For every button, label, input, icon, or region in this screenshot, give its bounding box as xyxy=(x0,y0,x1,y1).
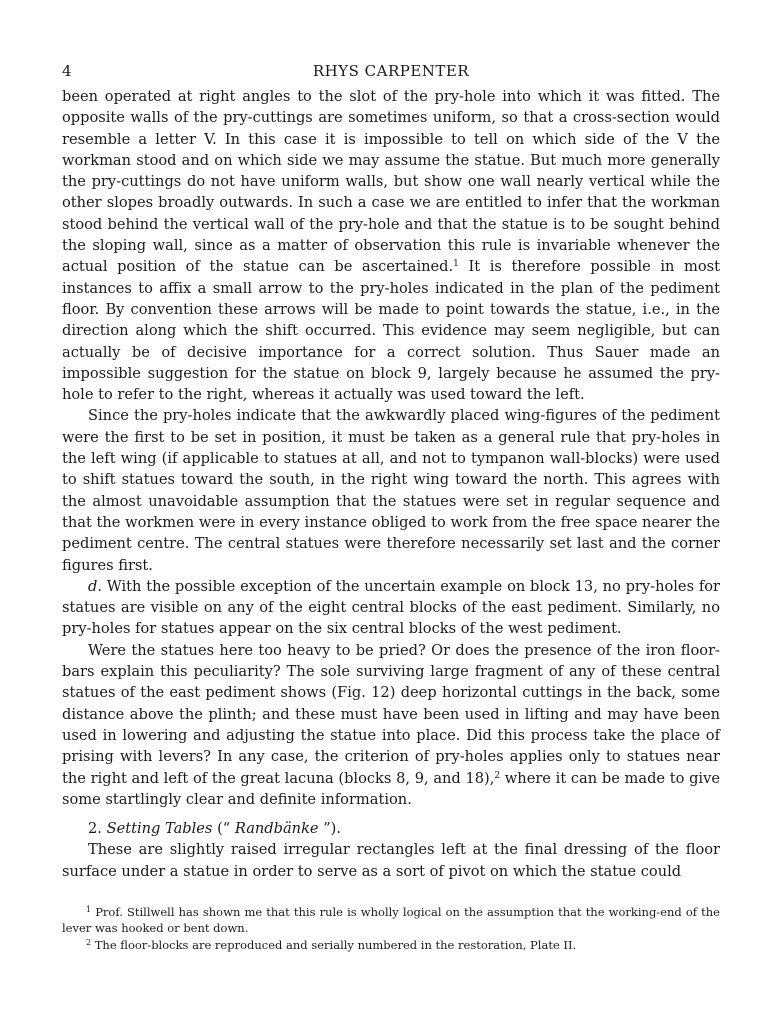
footnote-ref-2: 2 xyxy=(494,770,501,781)
body-text xyxy=(62,86,720,882)
paragraph-3 xyxy=(62,576,720,640)
paragraph-1-text: been operated at right angles to the slot of the pry-hole into which it was fitted. The opposite walls of the pry-cuttings are sometimes uniform, so that a cross-section would resemble a letter V. In this case it is impossible to tell on which side of the V the workman stood and on which side we may assume the statue. But much more generally the pry-cuttings do not have uniform walls, but show one wall nearly vertical while the other slopes broadly outwards. In such a case we are entitled to infer that the workman stood behind the vertical wall of the pry-hole and that the statue is to be sought behind the sloping wall, since as a matter of observation this rule is invariable whenever the actual position of the statue can be ascertained. xyxy=(62,88,720,276)
paragraph-3-lead: d. xyxy=(88,577,102,595)
footnote-2 xyxy=(62,937,720,954)
paragraph-4-continued: where it can be made to give some startlingly clear and definite information. xyxy=(62,769,720,808)
footnote-2-text: The floor-blocks are reproduced and serially numbered in the restoration, Plate II. xyxy=(91,937,577,952)
page xyxy=(62,58,720,953)
section-title: Setting Tables xyxy=(106,820,213,838)
section-quote-open: (“ xyxy=(217,820,231,838)
section-number: 2. xyxy=(88,820,102,838)
paragraph-1-continued: It is therefore possible in most instances to affix a small arrow to the pry-holes indicated in the plan of the pediment floor. By convention these arrows will be made to point towards the statue, i.e., in the direction along which the shift occurred. This evidence may seem negligible, but can actually be of decisive importance for a correct solution. Thus Sauer made an impossible suggestion for the statue on block 9, largely because he assumed the pry-hole to refer to the right, whereas it actually was used toward the left. xyxy=(62,258,720,404)
page-header xyxy=(62,58,720,86)
paragraph-4 xyxy=(62,640,720,810)
paragraph-4-text: Were the statues here too heavy to be pried? Or does the presence of the iron floor-bars explain this peculiarity? The sole surviving large fragment of any of these central statues of the east pediment shows (Fig. 12) deep horizontal cuttings in the back, some distance above the plinth; and these must have been used in lifting and may have been used in lowering and adjusting the statue into place. Did this process take the place of prising with levers? In any case, the criterion of pry-holes applies only to statues near the right and left of the great lacuna (blocks 8, 9, and 18), xyxy=(62,641,720,787)
footnotes xyxy=(62,904,720,954)
footnote-2-mark: 2 xyxy=(86,937,92,947)
footnote-1-mark: 1 xyxy=(86,904,92,914)
paragraph-2: Since the pry-holes indicate that the awkwardly placed wing-figures of the pediment were the first to be set in position, it must be taken as a general rule that pry-holes in the left wing (if applicable to statues at all, and not to tympanon wall-blocks) were used to shift statues toward the south, in the right wing toward the north. This agrees with the almost unavoidable assumption that the statues were set in regular sequence and that the workmen were in every instance obliged to work from the free space nearer the pediment centre. The central statues were therefore necessarily set last and the corner figures first. xyxy=(62,407,720,574)
paragraph-1 xyxy=(62,86,720,405)
footnote-1-text: Prof. Stillwell has shown me that this rule is wholly logical on the assumption that the working-end of the lever was hooked or bent down. xyxy=(62,904,720,936)
running-head: RHYS CARPENTER xyxy=(312,62,470,80)
section-heading xyxy=(62,818,720,839)
section-quote-close: ”). xyxy=(323,820,341,838)
page-number: 4 xyxy=(62,62,73,80)
section-german-term: Randbänke xyxy=(234,820,319,838)
paragraph-5: These are slightly raised irregular rectangles left at the final dressing of the floor surface under a statue in order to serve as a sort of pivot on which the statue could xyxy=(62,841,720,880)
paragraph-3-text: With the possible exception of the uncertain example on block 13, no pry-holes for statues are visible on any of the eight central blocks of the east pediment. Similarly, no pry-holes for statues appear on the six central blocks of the west pediment. xyxy=(62,577,720,638)
footnote-ref-1: 1 xyxy=(453,259,459,270)
footnote-1 xyxy=(62,904,720,937)
